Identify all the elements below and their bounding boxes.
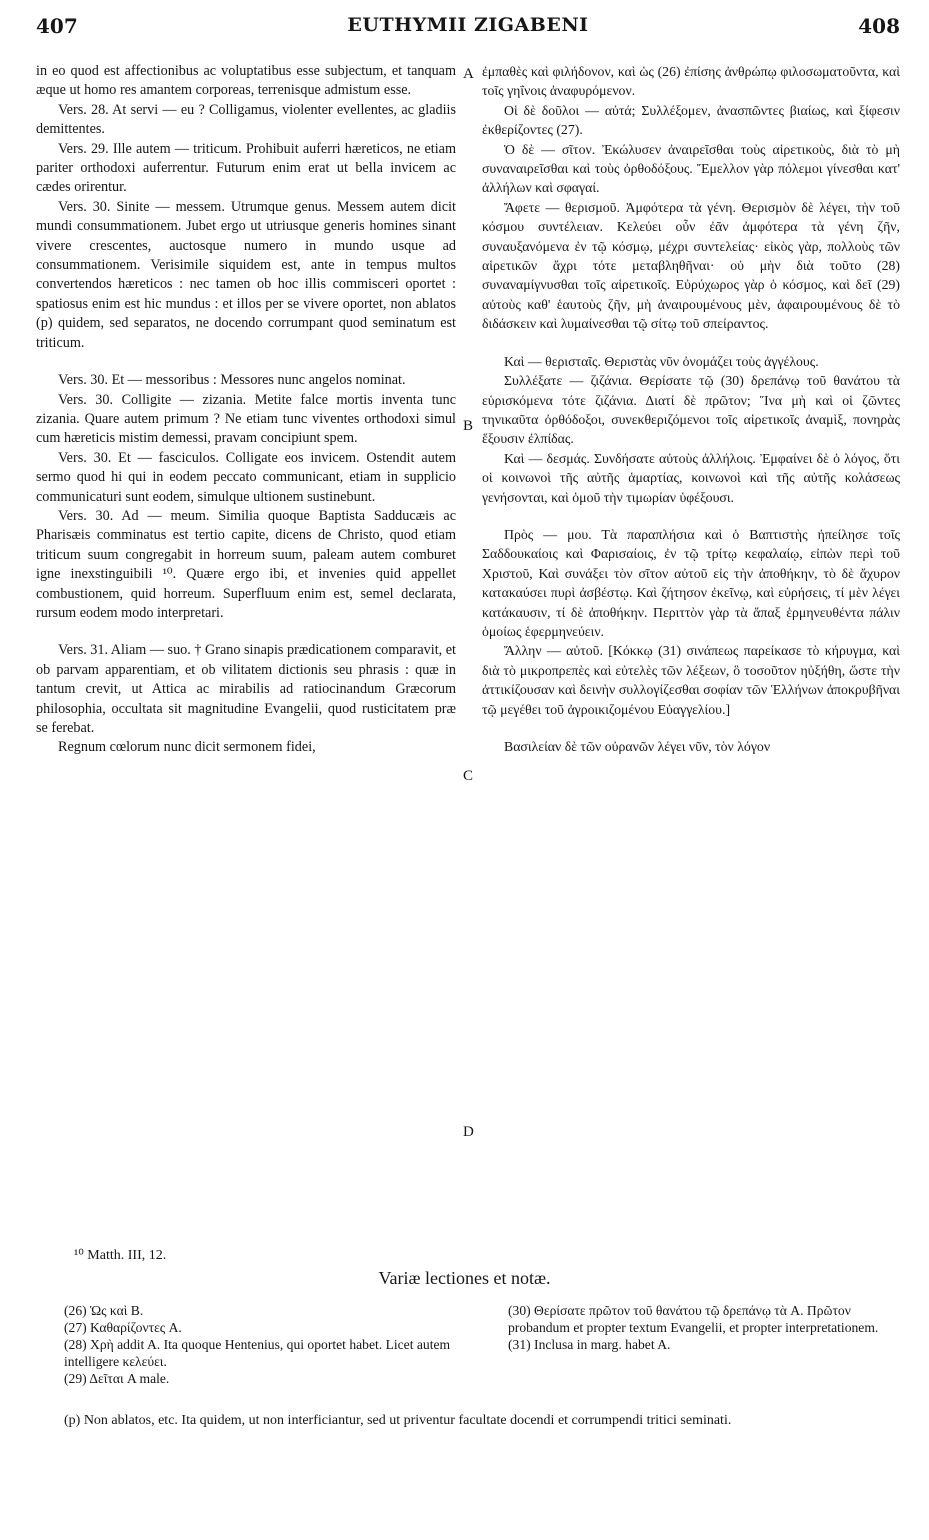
spacer bbox=[36, 353, 456, 371]
variant-reading: (26) Ὡς καὶ B. bbox=[64, 1303, 144, 1318]
spacer bbox=[482, 719, 900, 737]
margin-letter-a: A bbox=[463, 66, 474, 82]
variae-lectiones-title: Variæ lectiones et notæ. bbox=[378, 1268, 551, 1288]
variant-reading: (30) Θερίσατε πρῶτον τοῦ θανάτου τῷ δρεπάνῳ τὰ A. Πρῶτον probandum et propter textum Evangelii, et propter interpretationem. bbox=[508, 1303, 879, 1335]
greek-para: ἐμπαθὲς καὶ φιλήδονον, καὶ ὡς (26) ἐπίσης ἀνθρώπῳ φιλοσωματοῦντα, καὶ τοῖς γηΐνοις ἀναφυρόμενον. bbox=[482, 64, 900, 99]
greek-para: Ὁ δὲ — σῖτον. Ἐκώλυσεν ἀναιρεῖσθαι τοὺς αἱρετικοὺς, διὰ τὸ μὴ συναναιρεῖσθαι καὶ τοὺς ὀρθοδόξους. Ἔμελλον γὰρ πόλεμοι γίνεσθαι κατ' ἀλλήλων καὶ σφαγαί. bbox=[482, 141, 900, 196]
latin-para: Vers. 31. Aliam — suo. † Grano sinapis prædicationem comparavit, et ob parvam apparentiam, et ob vilitatem dictionis seu phrasis : quæ in tantum crevit, ut Attica ac mirabilis ad ratiocinandum Græcorum philosophia, occultata sit magnitudine Evangelii, quod rusticitatem præ se ferebat. bbox=[36, 642, 456, 736]
latin-para: Vers. 30. Et — fasciculos. Colligate eos invicem. Ostendit autem sermo quod hi qui in eodem peccato communicant, etiam in supplicio communicaturi sunt eodem, simulque ultionem sustinebunt. bbox=[36, 449, 456, 505]
editor-note: (p) Non ablatos, etc. Ita quidem, ut non interficiantur, sed ut priventur facultate docendi et corrumpendi tritici seminati. bbox=[64, 1413, 732, 1428]
greek-para: Καὶ — δεσμάς. Συνδήσατε αὐτοὺς ἀλλήλοις. Ἐμφαίνει δὲ ὁ λόγος, ὅτι οἱ κοινωνοὶ τῆς αὐτῆς ἁμαρτίας, κοινωνοὶ καὶ τῆς αὐτῆς κολάσεως γενήσονται, καὶ ὁμοῦ τὴν τιμωρίαν ὑφέξουσι. bbox=[482, 450, 900, 505]
greek-para: Καὶ — θερισταῖς. Θεριστὰς νῦν ὀνομάζει τοὺς ἀγγέλους. bbox=[504, 353, 819, 369]
latin-para: Vers. 30. Ad — meum. Similia quoque Baptista Sadducæis ac Pharisæis comminatus est tertio capite, dicens de Christo, quod etiam triticum suum congregabit in horreum suum, paleam autem comburet igne inexstinguibili ¹⁰. Quære ergo ibi, et invenies quid appellet combustionem, quid horreum. Superfluum enim est, semel declarata, rursum eodem modo interpretari. bbox=[36, 507, 456, 621]
margin-letter-d: D bbox=[463, 1124, 474, 1140]
latin-para: Vers. 30. Sinite — messem. Utrumque genus. Messem autem dicit mundi consummationem. Jubet ergo ut utriusque generis homines sinant vivere crescentes, auctosque numero in mundo usque ad consummationem. Verisimile siquidem est, ante in tempus multos convertendos hæreticos : nec tamen ob hoc illis commisceri oportet : spatiosus enim est hic mundus : et illos per se vivere oportet, non ablatos (p) quidem, sed separatos, ne docendo corrumpant quod seminatum est triticum. bbox=[36, 198, 456, 351]
variae-left-column bbox=[64, 1302, 484, 1387]
greek-para: Βασιλείαν δὲ τῶν οὐρανῶν λέγει νῦν, τὸν λόγον bbox=[504, 739, 771, 754]
margin-letters bbox=[456, 62, 482, 1262]
greek-para: Πρὸς — μου. Τὰ παραπλήσια καὶ ὁ Βαπτιστὴς ἠπείλησε τοῖς Σαδδουκαίοις καὶ Φαρισαίοις, ἐν τῷ τρίτῳ κεφαλαίῳ, εἰπὼν περὶ τοῦ Χριστοῦ, Καὶ συνάξει τὸν σῖτον αὐτοῦ εἰς τὴν ἀποθήκην, τὸ δὲ ἄχυρον κατακαύσει πυρὶ ἀσβέστῳ. Καὶ ζήτησον ἐκεῖνῳ, καὶ εὑρήσεις, τί μὲν λέγει κατάκαυσιν, τί δὲ ἀποθήκην. Περιττὸν γὰρ τὰ ἅπαξ ἑρμηνευθέντα πάλιν ὁμοίως ἑφερμηνεύειν. bbox=[482, 526, 900, 639]
spacer bbox=[36, 623, 456, 641]
latin-para: Vers. 29. Ille autem — triticum. Prohibuit auferri hæreticos, ne etiam pariter orthodoxi auferrentur. Futurum enim erat ut bella invicem ac cædes orirentur. bbox=[36, 140, 456, 196]
latin-para: in eo quod est affectionibus ac voluptatibus esse subjectum, et tanquam æque ut homo res amantem corporeas, terrenisque admistum esse. bbox=[36, 63, 456, 99]
variant-reading: (28) Χρὴ addit A. Ita quoque Hentenius, qui oportet habet. Licet autem intelligere κελεύει. bbox=[64, 1337, 451, 1369]
greek-para: Συλλέξατε — ζιζάνια. Θερίσατε τῷ (30) δρεπάνῳ τοῦ θανάτου τὰ εὑρισκόμενα τότε ζιζάνια. Διατί δὲ πρῶτον; Ἵνα μὴ καὶ οἱ ζῶντες τηνικαῦτα ὀρθόδοξοι, συνεκθεριζόμενοι τοῖς αἱρετικοῖς ἀναμὶξ, πονηρὰς ἕξουσιν ἐλπίδας. bbox=[482, 373, 900, 447]
variant-reading: (31) Inclusa in marg. habet A. bbox=[508, 1337, 671, 1352]
running-title: EUTHYMII ZIGABENI bbox=[347, 14, 589, 36]
variae-right-column bbox=[508, 1302, 900, 1353]
page-number-left: 407 bbox=[36, 14, 78, 38]
latin-para: Vers. 30. Et — messoribus : Messores nunc angelos nominat. bbox=[58, 372, 406, 389]
latin-para: Vers. 30. Colligite — zizania. Metite falce mortis inventa tunc zizania. Quare autem primum ? Ne etiam tunc viventes orthodoxi simul cum hæreticis mistim demessi, pravam concipiunt spem. bbox=[36, 391, 456, 447]
page-number-right: 408 bbox=[858, 14, 900, 38]
latin-column bbox=[36, 62, 456, 758]
page-header bbox=[36, 14, 900, 46]
margin-letter-b: B bbox=[463, 418, 474, 434]
greek-column bbox=[482, 62, 900, 756]
latin-para: Regnum cœlorum nunc dicit sermonem fidei, bbox=[58, 739, 316, 756]
spacer bbox=[482, 507, 900, 525]
latin-para: Vers. 28. At servi — eu ? Colligamus, violenter evellentes, ac gladiis demittentes. bbox=[36, 101, 456, 138]
variant-reading: (29) Δεῖται A male. bbox=[64, 1371, 170, 1386]
margin-letter-c: C bbox=[463, 768, 474, 784]
variant-reading: (27) Καθαρίζοντες A. bbox=[64, 1320, 182, 1335]
footnote-reference: ¹⁰ Matth. III, 12. bbox=[74, 1248, 167, 1263]
greek-para: Ἄφετε — θερισμοῦ. Ἀμφότερα τὰ γένη. Θερισμὸν δὲ λέγει, τὴν τοῦ κόσμου συντέλειαν. Κελεύει οὖν ἐᾶν ἀμφότερα τὰ γένη ζῆν, συναυξανόμενα ἐν τῷ κόσμῳ, μέχρι συντελείας· εἰκὸς γὰρ, πολλοὺς τῶν αἱρετικῶν ἄχρι τότε μεταβληθῆναι· οὐ μὴν διὰ τοῦτο (28) συναναμίγνυσθαι τοῖς αἱρετικοῖς. Εὐρύχωρος γὰρ ὁ κόσμος, καὶ δεῖ (29) αὐτοὺς καθ' ἑαυτοὺς ζῆν, μὴ ἀναιρουμένους μὲν, ἀφαιρουμένους δὲ τὸ διδάσκειν καὶ λυμαίνεσθαι τῷ σίτῳ τοῦ σπείραντος. bbox=[482, 199, 900, 332]
greek-para: Ἄλλην — αὐτοῦ. [Κόκκῳ (31) σινάπεως παρείκασε τὸ κήρυγμα, καὶ διὰ τὸ μικροπρεπὲς καὶ εὐτελὲς τῶν λέξεων, ὃ τοσοῦτον ηὐξήθη, ὥστε τὴν ἀττικίζουσαν καὶ δεινὴν συλλογίζεσθαι σοφίαν τῶν Ἑλλήνων ἀποκρυβῆναι τῷ μεγέθει τοῦ ἀγροικιζομένου Εὐαγγελίου.] bbox=[482, 643, 900, 717]
greek-para: Οἱ δὲ δοῦλοι — αὐτά; Συλλέξομεν, ἀνασπῶντες βιαίως, καὶ ξίφεσιν ἐκθερίζοντες (27). bbox=[482, 102, 900, 138]
spacer bbox=[482, 334, 900, 352]
